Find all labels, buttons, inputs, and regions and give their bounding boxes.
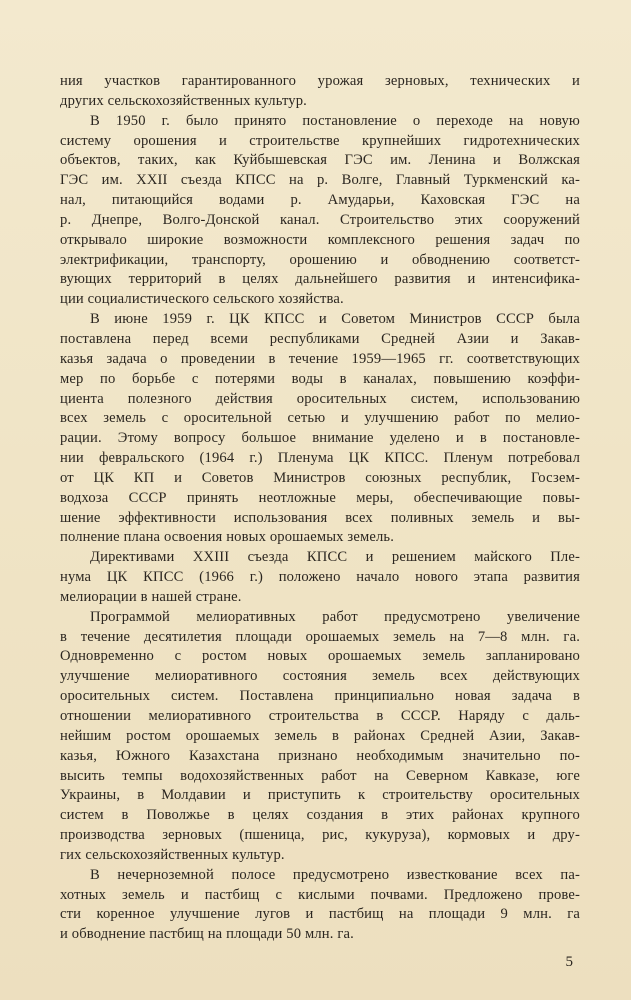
text-line: В 1950 г. было принято постановление о переходе на новую	[90, 112, 580, 129]
text-line: систему орошения и строительстве крупнейших гидротехнических	[60, 132, 580, 149]
text-line: рации. Этому вопросу большое внимание уделено и в постановле-	[60, 430, 580, 447]
text-line: мелиорации в нашей стране.	[60, 588, 242, 605]
text-line: ГЭС им. XXII съезда КПСС на р. Волге, Главный Туркменский ка-	[60, 172, 580, 189]
text-line: шение эффективности использования всех поливных земель и вы-	[60, 509, 580, 526]
text-line: отношении мелиоративного строительства в СССР. Наряду с даль-	[60, 708, 580, 724]
text-line: сти коренное улучшение лугов и пастбищ на площади 9 млн. га	[60, 906, 580, 923]
text-line: Одновременно с ростом новых орошаемых земель запланировано	[60, 648, 580, 665]
text-line: электрификации, транспорту, орошению и обводнению соответст-	[60, 251, 580, 268]
text-line: В нечерноземной полосе предусмотрено известкование всех па-	[90, 866, 580, 883]
body-text	[60, 72, 580, 945]
text-line: объектов, таких, как Куйбышевская ГЭС им. Ленина и Волжская	[60, 152, 580, 169]
text-line: В июне 1959 г. ЦК КПСС и Советом Министров СССР была	[90, 311, 580, 328]
text-line: нал, питающийся водами р. Амударьи, Каховская ГЭС на	[60, 192, 580, 209]
text-line: в течение десятилетия площади орошаемых земель на 7—8 млн. га.	[60, 628, 580, 645]
text-line: нума ЦК КПСС (1966 г.) положено начало нового этапа развития	[60, 569, 580, 586]
text-line: нии февральского (1964 г.) Пленума ЦК КПСС. Пленум потребовал	[60, 450, 580, 467]
text-line: производства зерновых (пшеница, рис, кукуруза), кормовых и дру-	[60, 827, 580, 844]
text-line: других сельскохозяйственных культур.	[60, 92, 307, 109]
text-line: водхоза СССР принять неотложные меры, обеспечивающие повы-	[60, 489, 580, 506]
text-line: открывало широкие возможности комплексного решения задач по	[60, 231, 580, 248]
paragraph	[60, 866, 580, 945]
text-line: поставлена перед всеми республиками Средней Азии и Закав-	[60, 330, 580, 347]
text-line: всех земель с оросительной сетью и улучшению работ по мелио-	[60, 410, 580, 427]
text-line: от ЦК КП и Советов Министров союзных республик, Госзем-	[60, 469, 580, 486]
text-line: систем в Поволжье в целях создания в этих районах крупного	[60, 807, 580, 824]
paragraph	[60, 72, 580, 112]
text-line: р. Днепре, Волго-Донской канал. Строительство этих сооружений	[60, 211, 580, 228]
text-line: улучшение мелиоративного состояния земель всех действующих	[60, 668, 580, 685]
text-line: Директивами XXIII съезда КПСС и решением майского Пле-	[90, 549, 580, 566]
text-line: вующих территорий в целях дальнейшего развития и интенсифика-	[60, 271, 580, 288]
paragraph	[60, 112, 580, 310]
text-line: ния участков гарантированного урожая зерновых, технических и	[60, 73, 580, 89]
paragraph	[60, 608, 580, 866]
text-line: хотных земель и пастбищ с кислыми почвами. Предложено прове-	[60, 886, 580, 903]
paragraph	[60, 548, 580, 608]
text-line: полнение плана освоения новых орошаемых земель.	[60, 529, 395, 546]
text-line: гих сельскохозяйственных культур.	[60, 846, 285, 863]
text-line: мер по борьбе с потерями воды в каналах, повышению коэффи-	[60, 370, 580, 387]
text-line: казья задача о проведении в течение 1959—1965 гг. соответствующих	[60, 350, 580, 367]
text-line: казья, Южного Казахстана признано необходимым значительно по-	[60, 747, 580, 764]
text-line: высить темпы водохозяйственных работ на Северном Кавказе, юге	[60, 767, 580, 784]
text-line: и обводнение пастбищ на площади 50 млн. га.	[60, 926, 354, 943]
page-number: 5	[565, 954, 573, 970]
text-line: Украины, в Молдавии и приступить к строительству оросительных	[60, 787, 580, 804]
text-line: оросительных систем. Поставлена принципиально новая задача в	[60, 688, 580, 705]
text-line: нейшим ростом орошаемых земель в районах Средней Азии, Закав-	[60, 727, 580, 744]
text-line: ции социалистического сельского хозяйства.	[60, 291, 344, 308]
paragraph	[60, 310, 580, 548]
text-line: циента полезного действия оросительных систем, использованию	[60, 390, 580, 407]
text-line: Программой мелиоративных работ предусмотрено увеличение	[90, 608, 580, 625]
